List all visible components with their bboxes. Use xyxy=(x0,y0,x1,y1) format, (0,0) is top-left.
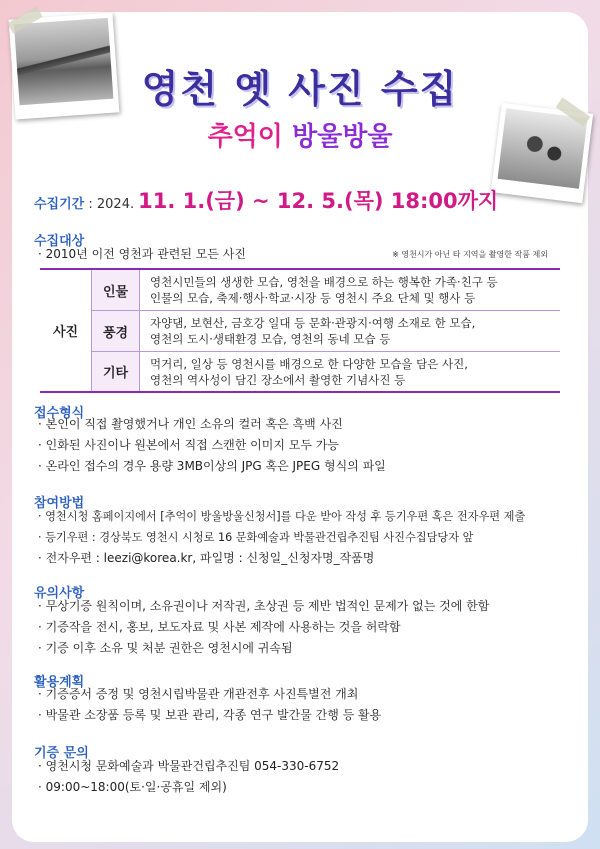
caution-list xyxy=(38,596,578,659)
list-item: · 영천시청 문화예술과 박물관건립추진팀 054-330-6752 xyxy=(38,759,340,773)
row-label: 기타 xyxy=(92,352,140,391)
row-text xyxy=(140,311,475,351)
list-item: · 무상기증 원칙이며, 소유권이나 저작권, 초상권 등 제반 법적인 문제가 없는 것에 한함 xyxy=(38,599,490,613)
period-dates: 11. 1.(금) ~ 12. 5.(목) 18:00까지 xyxy=(138,189,499,213)
method-list xyxy=(38,506,578,569)
section-heading-method: 참여방법 xyxy=(34,492,84,511)
table-row xyxy=(92,311,560,351)
list-item: · 온라인 접수의 경우 용량 3MB이상의 JPG 혹은 JPEG 형식의 파일 xyxy=(38,459,386,473)
list-item: · 09:00~18:00(토·일·공휴일 제외) xyxy=(38,780,227,794)
list-item: · 기증증서 증정 및 영천시립박물관 개관전후 사진특별전 개최 xyxy=(38,687,359,701)
table-category: 사진 xyxy=(40,270,92,391)
exclusion-note: ※ 영천시가 아닌 타 지역을 촬영한 작품 제외 xyxy=(392,250,548,259)
usage-list xyxy=(38,684,578,726)
row-label: 인물 xyxy=(92,270,140,310)
list-item: · 영천시청 홈페이지에서 [추억이 방울방울신청서]를 다운 받아 작성 후 등기우편 혹은 전자우편 제출 xyxy=(38,510,526,523)
list-item: · 전자우편 : leezi@korea.kr, 파일명 : 신청일_신청자명_작품명 xyxy=(38,551,375,565)
row-text xyxy=(140,270,498,310)
period-label: 수집기간 xyxy=(34,197,85,212)
page-subtitle xyxy=(0,116,600,153)
table-row xyxy=(92,352,560,391)
row-line: 영천시민들의 생생한 모습, 영천을 배경으로 하는 행복한 가족·친구 등 xyxy=(150,275,498,289)
collection-period xyxy=(34,185,574,215)
section-heading-usage: 활용계획 xyxy=(34,671,84,690)
row-line: 인물의 모습, 축제·행사·학교·시장 등 영천시 주요 단체 및 행사 등 xyxy=(150,291,476,305)
subtitle-part1: 추억이 xyxy=(207,122,292,152)
row-line: 먹거리, 일상 등 영천시를 배경으로 한 다양한 모습을 담은 사진, xyxy=(150,357,468,371)
table-row xyxy=(92,270,560,310)
section-heading-target: 수집대상 xyxy=(34,230,84,249)
section-heading-contact: 기증 문의 xyxy=(34,742,89,761)
photo-category-table xyxy=(40,268,560,393)
subtitle-part2: 방울방울 xyxy=(291,122,393,152)
list-item: · 기증 이후 소유 및 처분 권한은 영천시에 귀속됨 xyxy=(38,641,293,655)
period-year: : 2024. xyxy=(84,197,135,212)
list-item: · 본인이 직접 촬영했거나 개인 소유의 컬러 혹은 흑백 사진 xyxy=(38,417,343,431)
row-line: 영천의 도시·생태환경 모습, 영천의 동네 모습 등 xyxy=(150,332,391,346)
format-list xyxy=(38,414,578,477)
page-title: 영천 옛 사진 수집 xyxy=(141,67,459,111)
row-text xyxy=(140,352,468,391)
contact-list xyxy=(38,756,578,798)
row-line: 영천의 역사성이 담긴 장소에서 촬영한 기념사진 등 xyxy=(150,373,406,387)
row-label: 풍경 xyxy=(92,311,140,351)
section-heading-format: 접수형식 xyxy=(34,402,84,421)
row-line: 자양댐, 보현산, 금호강 일대 등 문화·관광지·여행 소재로 한 모습, xyxy=(150,316,476,330)
list-item: · 2010년 이전 영천과 관련된 모든 사진 xyxy=(38,247,246,261)
list-item: · 인화된 사진이나 원본에서 직접 스캔한 이미지 모두 가능 xyxy=(38,438,339,452)
list-item: · 기증작을 전시, 홍보, 보도자료 및 사본 제작에 사용하는 것을 허락함 xyxy=(38,620,401,634)
section-heading-caution: 유의사항 xyxy=(34,582,84,601)
list-item: · 등기우편 : 경상북도 영천시 시청로 16 문화예술과 박물관건립추진팀 사진수집담당자 앞 xyxy=(38,531,474,544)
list-item: · 박물관 소장품 등록 및 보관 관리, 각종 연구 발간물 간행 등 활용 xyxy=(38,708,382,722)
